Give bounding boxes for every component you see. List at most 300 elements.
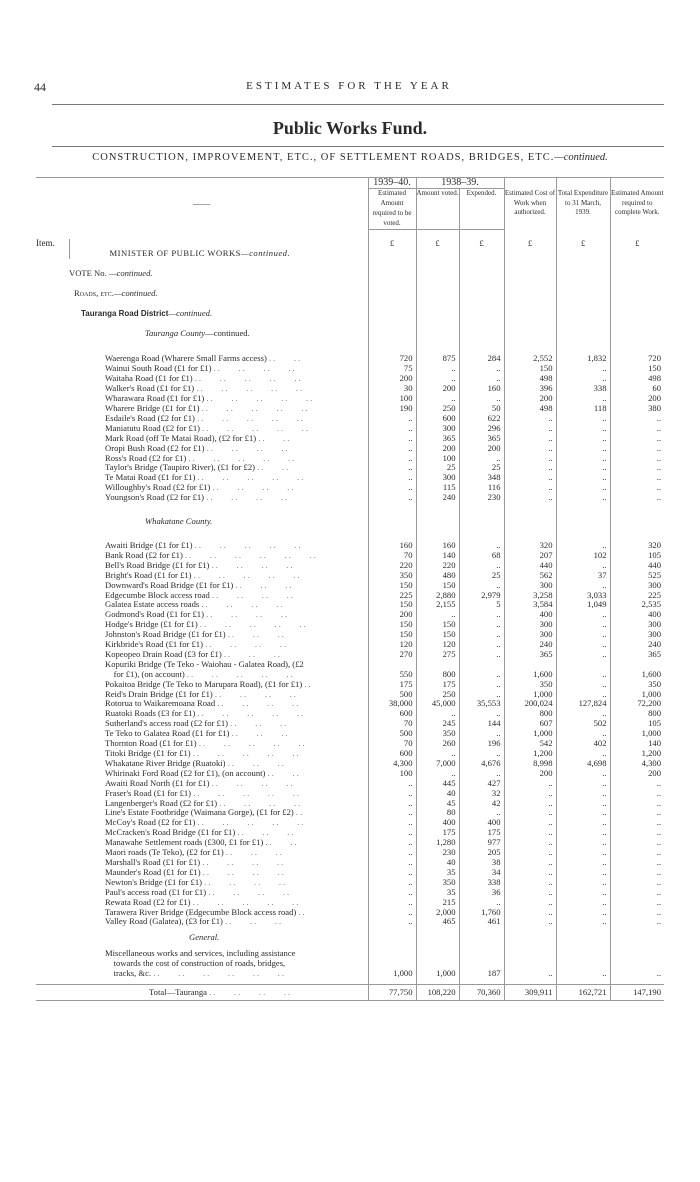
row-value: 75 <box>368 364 416 374</box>
row-value: 187 <box>459 969 504 979</box>
row-value: 542 <box>504 739 556 749</box>
row-value: 240 <box>610 640 664 650</box>
tauranga-row <box>36 483 664 493</box>
row-value: .. <box>368 818 416 828</box>
row-label: McCracken's Road Bridge (£1 for £1) .. .. .. <box>105 828 296 838</box>
row-value: 875 <box>416 354 459 364</box>
row-value: 220 <box>368 561 416 571</box>
currency-symbol: £ <box>556 239 610 249</box>
row-label: Bank Road (£2 for £1) .. .. .. .. .. .. <box>105 550 318 560</box>
row-value: .. <box>556 444 610 454</box>
row-value: .. <box>556 650 610 660</box>
whakatane-row <box>36 610 664 620</box>
row-label: Kopuriki Bridge (Te Teko - Waiohau - Galatea Road), (£2 <box>105 659 304 669</box>
row-label: Kopeopeo Drain Road (£3 for £1) .. .. .. <box>105 649 282 659</box>
row-label: Waitaha Road (£1 for £1) .. .. .. .. .. <box>105 374 303 384</box>
row-value <box>610 959 664 969</box>
row-value: 3,033 <box>556 591 610 601</box>
whakatane-row <box>36 917 664 927</box>
header-dash: —— <box>36 178 368 230</box>
row-value: .. <box>459 690 504 700</box>
row-value: 70 <box>368 551 416 561</box>
row-label: McCoy's Road (£2 for £1) .. .. .. .. .. <box>105 818 306 828</box>
currency-symbol: £ <box>459 239 504 249</box>
row-value: .. <box>368 858 416 868</box>
row-value: 1,000 <box>504 729 556 739</box>
row-value: 118 <box>556 404 610 414</box>
row-label: Oropi Bush Road (£2 for £1) .. .. .. .. <box>105 443 290 453</box>
row-value: .. <box>504 828 556 838</box>
row-label: Hodge's Bridge (£1 for £1) .. .. .. .. .. <box>105 620 308 630</box>
row-value: .. <box>504 473 556 483</box>
whakatane-row <box>36 650 664 660</box>
currency-symbol: £ <box>368 239 416 249</box>
row-value: 35 <box>416 868 459 878</box>
row-value: 230 <box>459 493 504 503</box>
running-title: ESTIMATES FOR THE YEAR <box>246 80 452 92</box>
row-value: 800 <box>610 709 664 719</box>
row-value: 1,000 <box>368 969 416 979</box>
row-value: 150 <box>368 600 416 610</box>
fund-title: Public Works Fund. <box>272 118 428 138</box>
running-header <box>34 80 664 92</box>
row-value: 720 <box>610 354 664 364</box>
row-value: .. <box>459 729 504 739</box>
row-value: .. <box>556 680 610 690</box>
row-value: .. <box>556 463 610 473</box>
row-value: 150 <box>416 620 459 630</box>
row-value: .. <box>504 868 556 878</box>
row-value: .. <box>459 364 504 374</box>
row-value: .. <box>556 483 610 493</box>
tauranga-row <box>36 374 664 384</box>
row-value: .. <box>556 868 610 878</box>
row-label: Mark Road (off Te Matai Road), (£2 for £1) .. .. <box>105 433 292 443</box>
row-value: 40 <box>416 789 459 799</box>
row-label: Rotorua to Waikaremoana Road .. .. .. .. <box>105 699 301 709</box>
row-value: 102 <box>556 551 610 561</box>
row-value: 100 <box>416 454 459 464</box>
row-value: .. <box>556 749 610 759</box>
row-label: tracks, &c. .. .. .. .. .. .. <box>105 969 286 979</box>
row-value: 175 <box>416 680 459 690</box>
row-value: .. <box>459 610 504 620</box>
row-value: .. <box>459 374 504 384</box>
row-value: 2,155 <box>416 600 459 610</box>
row-value: 300 <box>416 424 459 434</box>
row-label: Godmond's Road (£1 for £1) .. .. .. .. <box>105 610 290 620</box>
title-rule <box>52 146 664 147</box>
row-value: 100 <box>368 394 416 404</box>
row-value: 1,832 <box>556 354 610 364</box>
row-label: Awaiti Road North (£1 for £1) .. .. .. .. <box>105 778 295 788</box>
row-value: .. <box>610 444 664 454</box>
row-value: 200,024 <box>504 699 556 709</box>
row-value: .. <box>556 364 610 374</box>
row-label: Titoki Bridge (£1 for £1) .. .. .. .. .. <box>105 749 301 758</box>
row-value: .. <box>504 779 556 789</box>
row-label: Wharawara Road (£1 for £1) .. .. .. .. .. <box>105 394 315 404</box>
row-value: .. <box>556 888 610 898</box>
row-value: 120 <box>368 640 416 650</box>
row-label: towards the cost of construction of roads, bridges, <box>105 959 286 969</box>
whakatane-row <box>36 868 664 878</box>
row-value: 270 <box>368 650 416 660</box>
row-value: .. <box>556 581 610 591</box>
row-value: .. <box>556 374 610 384</box>
row-value: 2,979 <box>459 591 504 601</box>
whakatane-row <box>36 808 664 818</box>
vote-heading: VOTE No. —continued. <box>69 267 153 278</box>
row-label: Whakatane River Bridge (Ruatoki) .. .. .. <box>105 758 286 768</box>
row-value: 275 <box>416 650 459 660</box>
row-value: 200 <box>504 394 556 404</box>
row-label: for £1), (on account) .. .. .. .. .. <box>105 669 295 679</box>
tauranga-row <box>36 444 664 454</box>
row-value: 150 <box>504 364 556 374</box>
row-value: .. <box>556 969 610 979</box>
row-value: .. <box>368 454 416 464</box>
county-whakatane-heading-row <box>36 517 664 527</box>
whakatane-row <box>36 818 664 828</box>
row-value: .. <box>416 749 459 759</box>
row-value: 300 <box>610 620 664 630</box>
row-value: 225 <box>610 591 664 601</box>
row-label: Miscellaneous works and services, including assistance <box>105 949 296 959</box>
row-value: .. <box>610 898 664 908</box>
row-label: Te Teko to Galatea Road (£1 for £1) .. .. .. <box>105 729 290 739</box>
row-label: Wainui South Road (£1 for £1) .. .. .. .. <box>105 364 297 374</box>
row-value: 200 <box>459 444 504 454</box>
row-value: 150 <box>368 630 416 640</box>
row-value: .. <box>459 808 504 818</box>
row-value: 2,880 <box>416 591 459 601</box>
row-value: .. <box>504 838 556 848</box>
whakatane-row <box>36 630 664 640</box>
row-value: 32 <box>459 789 504 799</box>
row-value: 500 <box>368 729 416 739</box>
row-value: .. <box>556 620 610 630</box>
row-value: .. <box>556 690 610 700</box>
row-value: 1,280 <box>416 838 459 848</box>
row-value: .. <box>368 828 416 838</box>
row-value: .. <box>556 493 610 503</box>
row-label: Esdaile's Road (£2 for £1) .. .. .. .. .. <box>105 413 305 423</box>
estimates-table <box>36 177 664 1001</box>
row-value: .. <box>556 610 610 620</box>
row-label: Rewata Road (£2 for £1) .. .. .. .. .. <box>105 897 301 907</box>
row-value: 60 <box>610 384 664 394</box>
row-value: .. <box>556 769 610 779</box>
row-value: .. <box>610 838 664 848</box>
row-value: .. <box>416 394 459 404</box>
row-value <box>556 949 610 959</box>
row-value: 440 <box>504 561 556 571</box>
row-value: .. <box>459 454 504 464</box>
row-value: 400 <box>610 610 664 620</box>
row-value: 147,190 <box>610 985 664 1001</box>
row-value: 35 <box>416 888 459 898</box>
row-value: .. <box>556 394 610 404</box>
page-number: 44 <box>34 80 46 94</box>
whakatane-row <box>36 739 664 749</box>
whakatane-row <box>36 769 664 779</box>
row-value: 120 <box>416 640 459 650</box>
whakatane-row <box>36 551 664 561</box>
row-value: 3,258 <box>504 591 556 601</box>
row-label: Bright's Road (£1 for £1) .. .. .. .. .. <box>105 570 302 580</box>
row-value: .. <box>556 848 610 858</box>
row-value: .. <box>610 434 664 444</box>
row-value: 30 <box>368 384 416 394</box>
currency-symbol: £ <box>504 239 556 249</box>
row-value: .. <box>610 808 664 818</box>
tauranga-row <box>36 354 664 364</box>
row-value: .. <box>610 908 664 918</box>
row-value: 607 <box>504 719 556 729</box>
row-value: 365 <box>416 434 459 444</box>
row-value: 150 <box>416 630 459 640</box>
whakatane-row <box>36 858 664 868</box>
row-value: 365 <box>610 650 664 660</box>
spacer-row <box>36 503 664 517</box>
whakatane-row <box>36 640 664 650</box>
row-value: .. <box>368 878 416 888</box>
year-1939-40: 1939–40. <box>368 178 416 189</box>
row-value: 190 <box>368 404 416 414</box>
row-value: .. <box>459 394 504 404</box>
row-value: .. <box>610 878 664 888</box>
row-value: .. <box>556 454 610 464</box>
row-value: .. <box>610 828 664 838</box>
row-value: 200 <box>504 769 556 779</box>
row-value: .. <box>556 424 610 434</box>
row-value: .. <box>556 828 610 838</box>
row-value: .. <box>556 541 610 551</box>
row-value: .. <box>610 848 664 858</box>
row-value: 160 <box>416 541 459 551</box>
row-value: 300 <box>504 630 556 640</box>
col-estimated-amount: Estimated Amount required to be voted. <box>368 188 416 229</box>
row-value: 200 <box>610 769 664 779</box>
row-value: 25 <box>459 571 504 581</box>
row-value: .. <box>610 858 664 868</box>
row-value: .. <box>459 749 504 759</box>
row-value: .. <box>368 908 416 918</box>
row-value: 140 <box>416 551 459 561</box>
row-value: .. <box>504 917 556 927</box>
item-label: Item. <box>36 239 69 249</box>
row-value: .. <box>556 670 610 680</box>
row-label: Manawahe Settlement roads (£300, £1 for £1) .. .. <box>105 838 299 848</box>
row-label: Sutherland's access road (£2 for £1) .. .. .. <box>105 719 289 729</box>
row-value: 77,750 <box>368 985 416 1001</box>
row-label: Te Matai Road (£1 for £1) .. .. .. .. .. <box>105 473 306 483</box>
row-value: 350 <box>416 729 459 739</box>
row-value: 105 <box>610 551 664 561</box>
row-value: .. <box>368 444 416 454</box>
row-value: .. <box>504 808 556 818</box>
row-value: .. <box>368 424 416 434</box>
whakatane-row <box>36 759 664 769</box>
row-value: .. <box>368 868 416 878</box>
row-value: 977 <box>459 838 504 848</box>
tauranga-row <box>36 434 664 444</box>
row-value: .. <box>556 640 610 650</box>
row-value: .. <box>556 917 610 927</box>
row-label: Newton's Bridge (£1 for £1) .. .. .. .. <box>105 877 288 887</box>
row-value: .. <box>368 917 416 927</box>
tauranga-row <box>36 384 664 394</box>
row-value: .. <box>368 414 416 424</box>
row-value: 461 <box>459 917 504 927</box>
row-value: 720 <box>368 354 416 364</box>
county-tauranga-heading: Tauranga County—continued. <box>145 327 250 338</box>
row-label: Willoughby's Road (£2 for £1) .. .. .. .. <box>105 483 296 493</box>
row-label: Bell's Road Bridge (£1 for £1) .. .. .. .. <box>105 560 295 570</box>
header-rule <box>52 104 664 105</box>
row-value: 175 <box>416 828 459 838</box>
row-value: 116 <box>459 483 504 493</box>
row-label: Reid's Drain Bridge (£1 for £1) .. .. .. .. <box>105 689 298 699</box>
row-value: 72,200 <box>610 699 664 709</box>
spacer-row <box>36 527 664 541</box>
row-value: 1,600 <box>504 670 556 680</box>
row-label: Whirinaki Ford Road (£2 for £1), (on account) .. .. <box>105 768 301 778</box>
row-value: 622 <box>459 414 504 424</box>
row-value: 502 <box>556 719 610 729</box>
row-value: 215 <box>416 898 459 908</box>
whakatane-row <box>36 848 664 858</box>
row-value: 1,600 <box>610 670 664 680</box>
row-value: 800 <box>416 670 459 680</box>
row-value: 7,000 <box>416 759 459 769</box>
row-value: 320 <box>504 541 556 551</box>
row-value: .. <box>556 808 610 818</box>
row-value: 525 <box>610 571 664 581</box>
row-value: .. <box>504 789 556 799</box>
row-value: .. <box>610 473 664 483</box>
row-value: 400 <box>459 818 504 828</box>
row-value: .. <box>556 908 610 918</box>
row-value: .. <box>610 799 664 809</box>
row-label: Wharere Bridge (£1 for £1) .. .. .. .. .. <box>105 404 310 413</box>
whakatane-row <box>36 908 664 918</box>
row-value: 230 <box>416 848 459 858</box>
row-value: 296 <box>459 424 504 434</box>
whakatane-row <box>36 789 664 799</box>
row-label: Fraser's Road (£1 for £1) .. .. .. .. .. <box>105 788 302 798</box>
row-value: 1,200 <box>610 749 664 759</box>
whakatane-row <box>36 888 664 898</box>
row-value: 150 <box>368 581 416 591</box>
row-value: 300 <box>504 581 556 591</box>
general-row <box>36 959 664 969</box>
whakatane-row <box>36 690 664 700</box>
row-value: 1,000 <box>610 690 664 700</box>
row-value: 200 <box>416 384 459 394</box>
row-value: 25 <box>416 463 459 473</box>
row-value: 365 <box>459 434 504 444</box>
row-label: Awaiti Bridge (£1 for £1) .. .. .. .. .. <box>105 540 303 550</box>
row-value: 80 <box>416 808 459 818</box>
row-value: .. <box>556 473 610 483</box>
row-value: 34 <box>459 868 504 878</box>
whakatane-row <box>36 600 664 610</box>
row-value: .. <box>504 424 556 434</box>
row-value: 396 <box>504 384 556 394</box>
row-label: Walker's Road (£1 for £1) .. .. .. .. .. <box>105 384 305 394</box>
col-amount-voted: Amount voted. <box>416 188 459 229</box>
tauranga-row <box>36 493 664 503</box>
row-value: .. <box>368 799 416 809</box>
whakatane-row <box>36 828 664 838</box>
row-value: .. <box>504 888 556 898</box>
row-value: 150 <box>368 620 416 630</box>
row-label: Pokaitoa Bridge (Te Teko to Marupara Road), (£1 for £1) .. <box>105 679 313 689</box>
row-value: 498 <box>610 374 664 384</box>
row-value: .. <box>368 789 416 799</box>
row-value: .. <box>416 374 459 384</box>
row-value: 150 <box>610 364 664 374</box>
row-label: Maori roads (Te Teko), (£2 for £1) .. .. .. <box>105 848 284 858</box>
row-value: .. <box>504 908 556 918</box>
whakatane-row <box>36 709 664 719</box>
row-value: 309,911 <box>504 985 556 1001</box>
row-value: .. <box>368 493 416 503</box>
row-value: 200 <box>610 394 664 404</box>
row-value: .. <box>610 424 664 434</box>
row-value: 4,676 <box>459 759 504 769</box>
tauranga-row <box>36 394 664 404</box>
row-label: Galatea Estate access roads .. .. .. .. <box>105 600 285 610</box>
row-value: 200 <box>368 374 416 384</box>
row-label: Waerenga Road (Wharere Small Farms access) .. .. <box>105 354 303 364</box>
minister-heading: MINISTER OF PUBLIC WORKS—continued. <box>109 247 291 258</box>
row-value: 175 <box>368 680 416 690</box>
row-value: .. <box>610 454 664 464</box>
row-value: 300 <box>504 620 556 630</box>
row-value: .. <box>504 414 556 424</box>
row-value: 1,049 <box>556 600 610 610</box>
row-value: .. <box>459 541 504 551</box>
row-value: 196 <box>459 739 504 749</box>
row-value: 300 <box>416 473 459 483</box>
row-value: .. <box>610 868 664 878</box>
row-value: 240 <box>504 640 556 650</box>
currency-symbol: £ <box>416 239 459 249</box>
row-value: 800 <box>504 709 556 719</box>
row-value: 4,300 <box>610 759 664 769</box>
row-label: Total—Tauranga .. .. .. .. <box>69 985 368 1001</box>
row-value: 300 <box>610 630 664 640</box>
tauranga-row <box>36 414 664 424</box>
row-value: .. <box>504 969 556 979</box>
whakatane-row <box>36 729 664 739</box>
row-value: 402 <box>556 739 610 749</box>
row-value: .. <box>504 463 556 473</box>
row-value: 350 <box>416 878 459 888</box>
row-value: .. <box>610 483 664 493</box>
row-value: .. <box>459 670 504 680</box>
row-label: Maniatutu Road (£2 for £1) .. .. .. .. .. <box>105 423 311 433</box>
row-value: 550 <box>368 670 416 680</box>
row-label: Kirkbride's Road (£1 for £1) .. .. .. .. <box>105 640 289 650</box>
row-value: 160 <box>368 541 416 551</box>
row-value: 1,000 <box>416 969 459 979</box>
row-value <box>368 949 416 959</box>
row-value: 348 <box>459 473 504 483</box>
